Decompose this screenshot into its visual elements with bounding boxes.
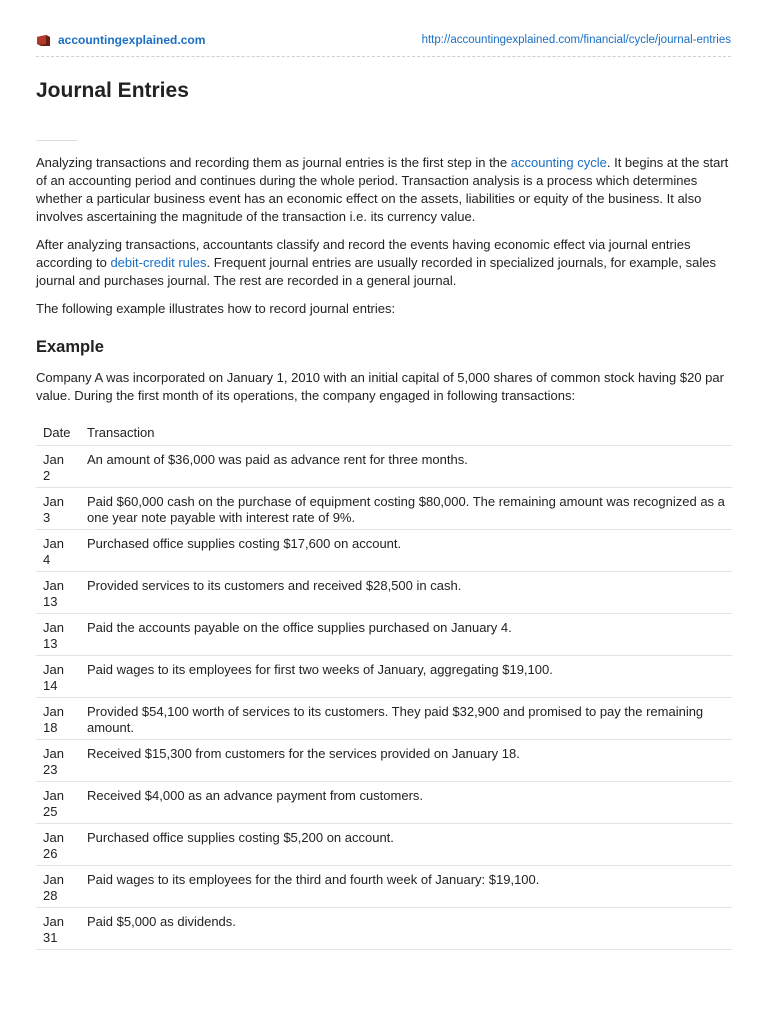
transaction-date	[36, 908, 80, 950]
site-brand-link[interactable]	[36, 33, 205, 47]
date-day: 3	[43, 510, 51, 525]
transaction-description: Paid wages to its employees for first two weeks of January, aggregating $19,100.	[80, 656, 732, 698]
date-month: Jan	[43, 746, 64, 761]
date-day: 28	[43, 888, 58, 903]
transaction-date	[36, 446, 80, 488]
table-row	[36, 824, 732, 866]
date-day: 23	[43, 762, 58, 777]
date-month: Jan	[43, 872, 64, 887]
table-row	[36, 614, 732, 656]
date-column-header: Date	[36, 419, 80, 446]
intro-paragraph-2: After analyzing transactions, accountants classify and record the events having economic effect via journal entries according to debit-credit rules. Frequent journal entries are usually recorded in specialized journals, for example, sales journal and purchases journal. The rest are recorded in a general journal.	[36, 237, 716, 288]
table-row	[36, 740, 732, 782]
table-row	[36, 572, 732, 614]
transaction-date	[36, 530, 80, 572]
transaction-date	[36, 572, 80, 614]
intro-paragraph-3: The following example illustrates how to record journal entries:	[36, 301, 396, 316]
date-month: Jan	[43, 788, 64, 803]
transaction-date	[36, 656, 80, 698]
date-day: 13	[43, 594, 58, 609]
transaction-column-header: Transaction	[80, 419, 732, 446]
transaction-description: Provided services to its customers and received $28,500 in cash.	[80, 572, 732, 614]
transaction-description: An amount of $36,000 was paid as advance rent for three months.	[80, 446, 732, 488]
date-month: Jan	[43, 536, 64, 551]
table-row	[36, 782, 732, 824]
date-month: Jan	[43, 704, 64, 719]
date-month: Jan	[43, 914, 64, 929]
date-day: 25	[43, 804, 58, 819]
transaction-description: Purchased office supplies costing $17,600 on account.	[80, 530, 732, 572]
date-month: Jan	[43, 830, 64, 845]
transaction-date	[36, 824, 80, 866]
transactions-table	[36, 419, 732, 950]
transactions-table-body	[36, 446, 732, 950]
page-header	[36, 30, 731, 57]
transaction-description: Purchased office supplies costing $5,200 on account.	[80, 824, 732, 866]
transaction-description: Paid the accounts payable on the office supplies purchased on January 4.	[80, 614, 732, 656]
book-icon	[36, 34, 51, 47]
date-day: 2	[43, 468, 51, 483]
title-divider	[36, 140, 77, 141]
table-row	[36, 866, 732, 908]
transaction-description: Paid $5,000 as dividends.	[80, 908, 732, 950]
table-row	[36, 908, 732, 950]
transaction-date	[36, 698, 80, 740]
table-row	[36, 530, 732, 572]
transaction-description: Received $15,300 from customers for the services provided on January 18.	[80, 740, 732, 782]
transaction-date	[36, 740, 80, 782]
date-day: 13	[43, 636, 58, 651]
table-row	[36, 698, 732, 740]
date-month: Jan	[43, 662, 64, 677]
transaction-description: Provided $54,100 worth of services to its customers. They paid $32,900 and promised to pay the remaining amount.	[80, 698, 732, 740]
table-row	[36, 446, 732, 488]
date-day: 26	[43, 846, 58, 861]
transaction-date	[36, 866, 80, 908]
site-name: accountingexplained.com	[58, 33, 206, 47]
example-heading: Example	[36, 338, 104, 356]
date-day: 31	[43, 930, 58, 945]
example-description: Company A was incorporated on January 1, 2010 with an initial capital of 5,000 shares of common stock having $20 par value. During the first month of its operations, the company engaged in following transactions:	[36, 370, 724, 403]
table-header-row	[36, 419, 732, 446]
date-month: Jan	[43, 494, 64, 509]
date-day: 14	[43, 678, 58, 693]
transaction-date	[36, 614, 80, 656]
page-title: Journal Entries	[36, 79, 189, 102]
table-row	[36, 656, 732, 698]
intro-paragraph-1: Analyzing transactions and recording them as journal entries is the first step in the accounting cycle. It begins at the start of an accounting period and continues during the whole period. Transaction analysis is a process which determines whether a particular business event has an economic effect on the assets, liabilities or equity of the business. It also involves ascertaining the magnitude of the transaction i.e. its currency value.	[36, 155, 729, 224]
date-month: Jan	[43, 578, 64, 593]
page-url-link[interactable]: http://accountingexplained.com/financial/cycle/journal-entries	[421, 34, 731, 46]
transaction-description: Paid $60,000 cash on the purchase of equipment costing $80,000. The remaining amount was recognized as a one year note payable with interest rate of 9%.	[80, 488, 732, 530]
article-body	[36, 154, 732, 950]
transaction-date	[36, 488, 80, 530]
transaction-description: Paid wages to its employees for the third and fourth week of January: $19,100.	[80, 866, 732, 908]
date-day: 4	[43, 552, 51, 567]
table-row	[36, 488, 732, 530]
debit-credit-rules-link[interactable]: debit-credit rules	[110, 255, 207, 270]
date-month: Jan	[43, 620, 64, 635]
date-day: 18	[43, 720, 58, 735]
transaction-description: Received $4,000 as an advance payment from customers.	[80, 782, 732, 824]
transaction-date	[36, 782, 80, 824]
accounting-cycle-link[interactable]: accounting cycle	[510, 155, 607, 170]
date-month: Jan	[43, 452, 64, 467]
